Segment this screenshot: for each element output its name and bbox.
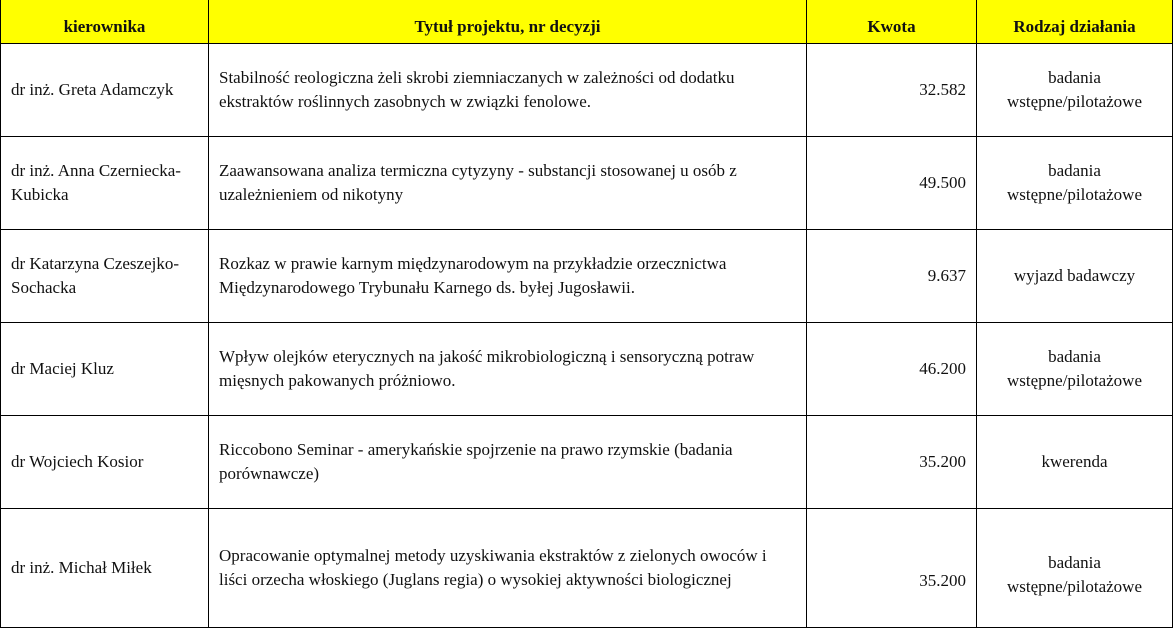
row-type: badania wstępne/pilotażowe	[977, 137, 1173, 230]
row-manager: dr inż. Anna Czerniecka-Kubicka	[1, 137, 209, 230]
header-manager: kierownika	[1, 0, 209, 44]
header-title: Tytuł projektu, nr decyzji	[209, 0, 807, 44]
row-amount: 35.200	[807, 416, 977, 509]
table-row	[1, 137, 1173, 230]
table-row	[1, 416, 1173, 509]
table-row	[1, 509, 1173, 628]
row-manager: dr Wojciech Kosior	[1, 416, 209, 509]
row-type: badania wstępne/pilotażowe	[977, 323, 1173, 416]
table-row	[1, 44, 1173, 137]
table-header-row	[1, 0, 1173, 44]
row-title: Rozkaz w prawie karnym międzynarodowym na przykładzie orzecznictwa Międzynarodowego Trybunału Karnego ds. byłej Jugosławii.	[209, 230, 807, 323]
row-title: Zaawansowana analiza termiczna cytyzyny - substancji stosowanej u osób z uzależnieniem od nikotyny	[209, 137, 807, 230]
table-row	[1, 323, 1173, 416]
header-type: Rodzaj działania	[977, 0, 1173, 44]
row-type: wyjazd badawczy	[977, 230, 1173, 323]
row-title: Riccobono Seminar - amerykańskie spojrzenie na prawo rzymskie (badania porównawcze)	[209, 416, 807, 509]
row-amount: 46.200	[807, 323, 977, 416]
row-amount: 9.637	[807, 230, 977, 323]
row-type: kwerenda	[977, 416, 1173, 509]
row-title: Stabilność reologiczna żeli skrobi ziemniaczanych w zależności od dodatku ekstraktów roślinnych zasobnych w związki fenolowe.	[209, 44, 807, 137]
row-manager: dr Katarzyna Czeszejko-Sochacka	[1, 230, 209, 323]
row-amount: 49.500	[807, 137, 977, 230]
row-title: Opracowanie optymalnej metody uzyskiwania ekstraktów z zielonych owoców i liści orzecha włoskiego (Juglans regia) o wysokiej aktywności biologicznej	[209, 509, 807, 628]
row-manager: dr inż. Greta Adamczyk	[1, 44, 209, 137]
row-amount: 35.200	[807, 509, 977, 628]
row-title: Wpływ olejków eterycznych na jakość mikrobiologiczną i sensoryczną potraw mięsnych pakowanych próżniowo.	[209, 323, 807, 416]
row-type: badania wstępne/pilotażowe	[977, 44, 1173, 137]
row-type: badania wstępne/pilotażowe	[977, 509, 1173, 628]
table-row	[1, 230, 1173, 323]
row-manager: dr inż. Michał Miłek	[1, 509, 209, 628]
row-amount: 32.582	[807, 44, 977, 137]
header-amount: Kwota	[807, 0, 977, 44]
row-manager: dr Maciej Kluz	[1, 323, 209, 416]
